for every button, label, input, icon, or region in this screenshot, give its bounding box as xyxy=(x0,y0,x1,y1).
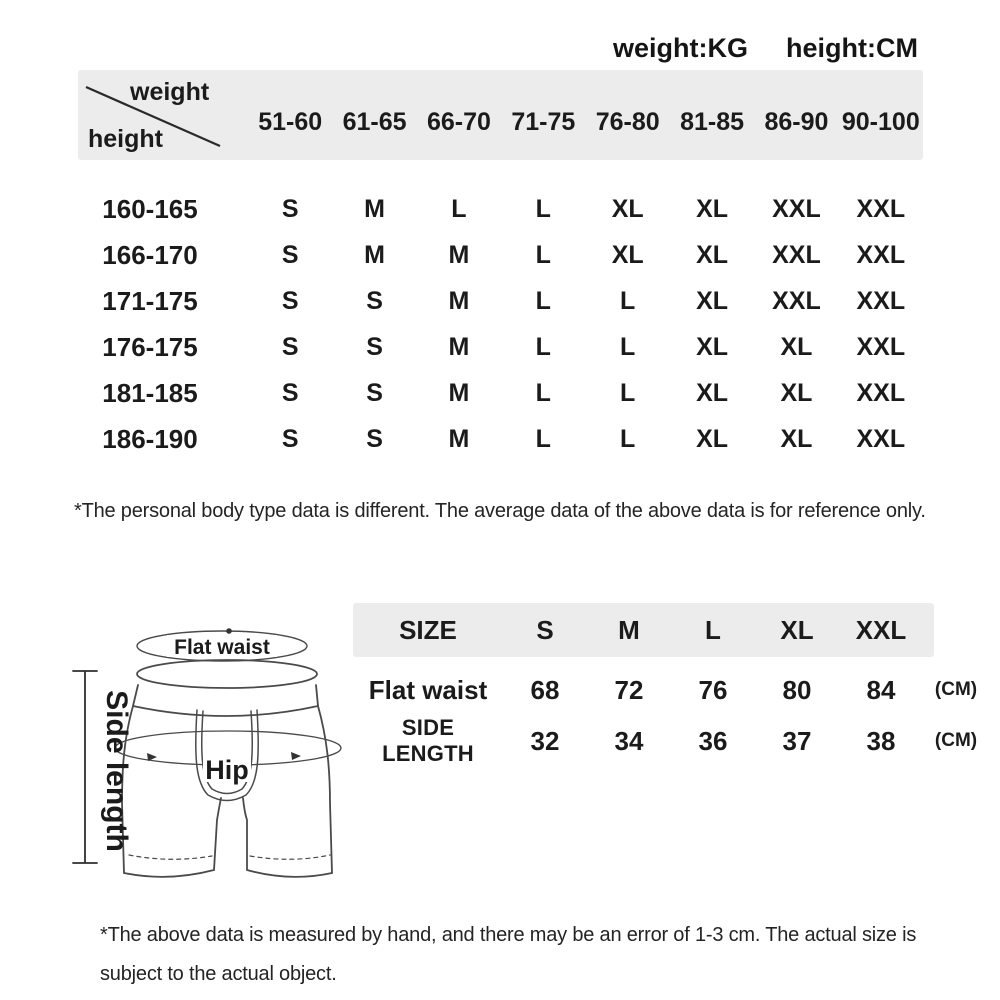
size-cell: L xyxy=(535,424,551,453)
measurement-value: 38 xyxy=(866,725,896,756)
hip-label: Hip xyxy=(205,755,249,785)
weight-column-header: 86-90 xyxy=(764,107,829,136)
size-cell: S xyxy=(281,194,299,223)
size-cell: XL xyxy=(780,424,813,453)
size-cell: M xyxy=(448,332,470,361)
hip-left-arrow-icon xyxy=(147,753,157,761)
size-cell: L xyxy=(535,240,551,269)
measurement-value: 36 xyxy=(698,725,728,756)
size-cell: XL xyxy=(696,240,729,269)
shorts-measurement-diagram xyxy=(45,593,355,908)
size-column-header: L xyxy=(705,614,721,645)
table-row xyxy=(78,324,923,370)
height-range-label: 186-190 xyxy=(102,423,198,454)
size-cell: L xyxy=(535,194,551,223)
measurement-disclaimer: *The above data is measured by hand, and there may be an error of 1-3 cm. The actual size is subject to the actual object. xyxy=(100,924,917,985)
size-cell: S xyxy=(281,332,299,361)
size-cell: M xyxy=(364,240,385,269)
size-header-label: SIZE xyxy=(399,614,457,645)
side-length-row-label: SIDE LENGTH xyxy=(382,715,474,766)
size-column-header: M xyxy=(618,614,640,645)
table-row xyxy=(78,186,923,232)
size-column-header: XL xyxy=(780,614,814,645)
weight-column-header: 90-100 xyxy=(841,107,920,136)
size-cell: L xyxy=(620,424,636,453)
size-cell: XXL xyxy=(856,424,906,453)
size-cell: M xyxy=(448,424,470,453)
corner-weight-label: weight xyxy=(130,78,210,106)
weight-column-header: 61-65 xyxy=(342,107,407,136)
measurement-value: 84 xyxy=(866,674,896,705)
size-chart-header xyxy=(78,70,923,160)
measurement-value: 32 xyxy=(530,725,560,756)
side-length-label: Side length xyxy=(100,690,133,852)
flat-waist-label: Flat waist xyxy=(174,636,270,659)
size-cell: L xyxy=(535,332,551,361)
unit-label: (CM) xyxy=(934,679,978,700)
size-cell: XXL xyxy=(772,286,821,315)
size-cell: XL xyxy=(780,378,813,407)
measurement-header-row xyxy=(353,603,990,657)
size-cell: L xyxy=(620,378,636,407)
size-cell: S xyxy=(281,286,299,315)
units-note xyxy=(613,33,918,64)
size-cell: XL xyxy=(611,194,644,223)
height-range-label: 171-175 xyxy=(102,285,198,316)
measurement-value: 76 xyxy=(698,674,728,705)
size-cell: L xyxy=(620,286,636,315)
flat-waist-dot xyxy=(226,628,232,634)
size-cell: S xyxy=(281,424,299,453)
weight-column-header: 51-60 xyxy=(258,107,323,136)
table-row xyxy=(353,715,990,765)
height-range-label: 181-185 xyxy=(102,377,198,408)
size-cell: M xyxy=(448,240,470,269)
flat-waist-row-label: Flat waist xyxy=(368,674,488,705)
weight-unit-label: weight:KG xyxy=(613,33,749,63)
size-cell: L xyxy=(451,194,467,223)
size-cell: XXL xyxy=(856,332,906,361)
size-column-header: XXL xyxy=(855,614,907,645)
measurement-table xyxy=(353,603,990,765)
table-row xyxy=(78,232,923,278)
weight-column-header: 71-75 xyxy=(511,107,576,136)
table-row xyxy=(78,278,923,324)
size-cell: L xyxy=(535,378,551,407)
measurement-value: 68 xyxy=(530,674,560,705)
side-length-measure-line xyxy=(73,671,97,863)
table-row xyxy=(78,370,923,416)
size-cell: M xyxy=(448,378,470,407)
size-chart-disclaimer: *The personal body type data is different. The average data of the above data is for reference only. xyxy=(74,500,926,522)
size-cell: S xyxy=(366,286,383,315)
table-row xyxy=(78,416,923,462)
size-column-header: S xyxy=(536,614,554,645)
height-range-label: 160-165 xyxy=(102,193,198,224)
size-cell: S xyxy=(281,240,299,269)
unit-label: (CM) xyxy=(934,730,978,751)
size-cell: XL xyxy=(696,424,729,453)
size-chart-body xyxy=(78,186,923,462)
size-cell: XL xyxy=(611,240,644,269)
measurement-value: 80 xyxy=(782,674,812,705)
size-cell: XXL xyxy=(772,240,821,269)
size-cell: XXL xyxy=(772,194,821,223)
size-cell: M xyxy=(448,286,470,315)
height-range-label: 176-175 xyxy=(102,331,198,362)
size-cell: XL xyxy=(696,332,729,361)
size-cell: XXL xyxy=(856,240,906,269)
weight-height-corner-cell xyxy=(78,70,248,160)
size-cell: S xyxy=(366,332,383,361)
size-cell: S xyxy=(366,424,383,453)
size-cell: XL xyxy=(696,194,729,223)
size-cell: XXL xyxy=(856,286,906,315)
measurement-value: 34 xyxy=(614,725,644,756)
corner-height-label: height xyxy=(88,125,163,153)
size-cell: XL xyxy=(780,332,813,361)
table-row xyxy=(353,665,990,715)
size-cell: XL xyxy=(696,378,729,407)
measurement-value: 37 xyxy=(782,725,812,756)
size-cell: L xyxy=(620,332,636,361)
weight-column-header: 81-85 xyxy=(680,107,745,136)
hip-right-arrow-icon xyxy=(291,752,301,760)
size-cell: XL xyxy=(696,286,729,315)
height-unit-label: height:CM xyxy=(786,33,918,63)
height-range-label: 166-170 xyxy=(102,239,198,270)
size-cell: L xyxy=(535,286,551,315)
weight-column-header: 66-70 xyxy=(426,107,491,136)
size-cell: M xyxy=(364,194,385,223)
size-cell: S xyxy=(281,378,299,407)
measurement-value: 72 xyxy=(614,674,644,705)
size-cell: XXL xyxy=(856,378,906,407)
size-cell: S xyxy=(366,378,383,407)
weight-column-header: 76-80 xyxy=(595,107,660,136)
size-cell: XXL xyxy=(856,194,906,223)
